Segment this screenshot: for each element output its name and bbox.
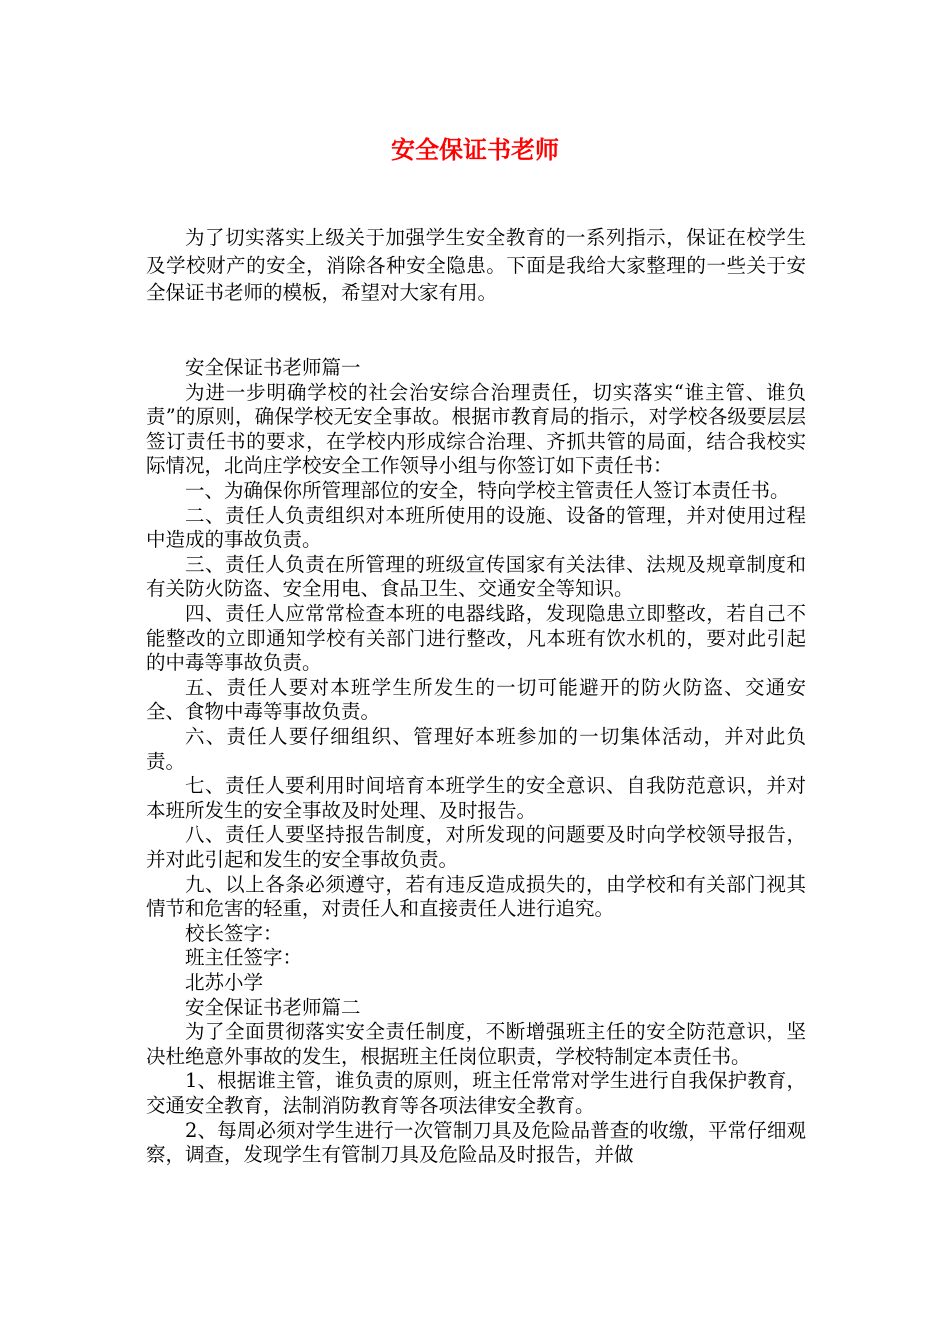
- paragraph-gap: [146, 307, 806, 356]
- section-heading: 安全保证书老师篇一: [185, 356, 361, 380]
- intro-paragraph: 为了切实落实上级关于加强学生安全教育的一系列指示，保证在校学生及学校财产的安全，消除各种安全隐患。下面是我给大家整理的一些关于安全保证书老师的模板，希望对大家有用。: [146, 226, 806, 305]
- body-paragraph: 2、每周必须对学生进行一次管制刀具及危险品普查的收缴，平常仔细观察，调查，发现学生有管制刀具及危险品及时报告，并做: [146, 1118, 806, 1167]
- body-paragraph: 为进一步明确学校的社会治安综合治理责任，切实落实“谁主管、谁负责”的原则，确保学校无安全事故。根据市教育局的指示，对学校各级要层层签订责任书的要求，在学校内形成综合治理、齐抓共管的局面，结合我校实际情况，北尚庄学校安全工作领导小组与你签订如下责任书：: [146, 380, 806, 478]
- body-paragraph: 一、为确保你所管理部位的安全，特向学校主管责任人签订本责任书。: [185, 479, 790, 503]
- document-title: 安全保证书老师: [391, 136, 559, 164]
- body-paragraph: 三、责任人负责在所管理的班级宣传国家有关法律、法规及规章制度和有关防火防盗、安全用电、食品卫生、交通安全等知识。: [146, 552, 806, 601]
- school-name: 北苏小学: [185, 970, 264, 994]
- body-paragraph: 九、以上各条必须遵守，若有违反造成损失的，由学校和有关部门视其情节和危害的轻重，对责任人和直接责任人进行追究。: [146, 872, 806, 921]
- body-paragraph: 四、责任人应常常检查本班的电器线路，发现隐患立即整改，若自己不能整改的立即通知学校有关部门进行整改，凡本班有饮水机的，要对此引起的中毒等事故负责。: [146, 602, 806, 675]
- document-body: [146, 224, 806, 1168]
- body-paragraph: 六、责任人要仔细组织、管理好本班参加的一切集体活动，并对此负责。: [146, 725, 806, 773]
- body-paragraph: 五、责任人要对本班学生所发生的一切可能避开的防火防盗、交通安全、食物中毒等事故负责。: [146, 675, 806, 724]
- body-paragraph: 二、责任人负责组织对本班所使用的设施、设备的管理，并对使用过程中造成的事故负责。: [146, 503, 806, 552]
- body-paragraph: 八、责任人要坚持报告制度，对所发现的问题要及时向学校领导报告，并对此引起和发生的安全事故负责。: [146, 823, 806, 871]
- section-heading: 安全保证书老师篇二: [185, 995, 361, 1019]
- signature-line-principal: 校长签字：: [185, 921, 283, 945]
- body-paragraph: 为了全面贯彻落实安全责任制度，不断增强班主任的安全防范意识，坚决杜绝意外事故的发生，根据班主任岗位职责，学校特制定本责任书。: [146, 1020, 806, 1068]
- body-paragraph: 七、责任人要利用时间培育本班学生的安全意识、自我防范意识，并对本班所发生的安全事故及时处理、及时报告。: [146, 774, 806, 822]
- body-paragraph: 1、根据谁主管，谁负责的原则，班主任常常对学生进行自我保护教育，交通安全教育，法制消防教育等各项法律安全教育。: [146, 1069, 806, 1117]
- signature-line-teacher: 班主任签字：: [185, 946, 303, 970]
